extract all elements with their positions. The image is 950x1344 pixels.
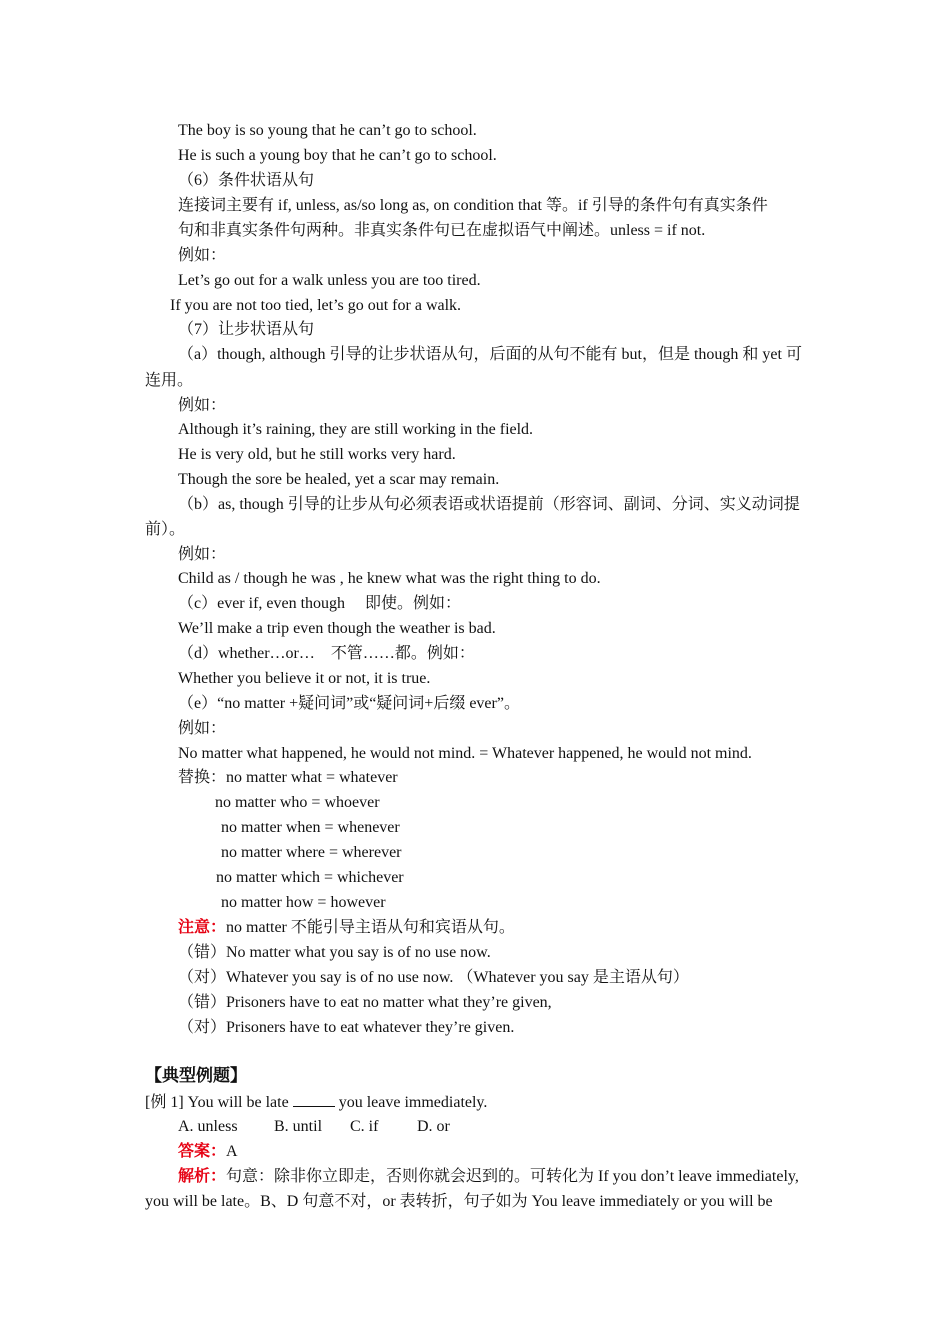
example-sentence: Whether you believe it or not, it is true.: [178, 670, 431, 687]
example-label: 例如：: [178, 720, 227, 737]
replacement-line: no matter when = whenever: [221, 819, 400, 836]
text-line: （a）though, although 引导的让步状语从句，后面的从句不能有 but，但是 though 和 yet 可: [178, 346, 802, 363]
wrong-example: （错）No matter what you say is of no use now.: [178, 944, 491, 961]
answer-blank: [293, 1092, 335, 1107]
example-sentence: Child as / though he was , he knew what was the right thing to do.: [178, 570, 601, 587]
question-text-after: you leave immediately.: [338, 1094, 488, 1111]
option-b: B. until: [274, 1118, 323, 1135]
option-a: A. unless: [178, 1118, 238, 1135]
example-sentence: If you are not too tied, let’s go out for a walk.: [170, 297, 462, 314]
analysis-label: 解析：: [178, 1168, 227, 1185]
analysis-continuation: you will be late。B、D 句意不对，or 表转折，句子如为 You leave immediately or you will be: [145, 1193, 773, 1210]
replacement-line: no matter where = wherever: [221, 844, 402, 861]
wrong-example: （错）Prisoners have to eat no matter what they’re given,: [178, 994, 552, 1011]
example-label: 例如：: [178, 247, 227, 264]
replacement-line: no matter who = whoever: [215, 794, 380, 811]
analysis-line: [178, 1167, 799, 1187]
example-sentence: Let’s go out for a walk unless you are too tired.: [178, 272, 481, 289]
note-line: [178, 918, 515, 938]
answer-line: [178, 1142, 238, 1162]
text-line: He is such a young boy that he can’t go to school.: [178, 147, 497, 164]
replacement-line: 替换：no matter what = whatever: [178, 769, 398, 786]
example-sentence: We’ll make a trip even though the weather is bad.: [178, 620, 496, 637]
text-line: 前）。: [145, 521, 186, 538]
note-text: no matter 不能引导主语从句和宾语从句。: [226, 919, 515, 936]
text-line: （c）ever if, even though 即使。例如：: [178, 595, 462, 612]
example-question: [145, 1092, 487, 1113]
example-sentence: Although it’s raining, they are still working in the field.: [178, 421, 534, 438]
section-heading-conditional: （6）条件状语从句: [178, 172, 315, 189]
option-c: C. if: [350, 1118, 379, 1135]
replacement-line: no matter how = however: [221, 894, 386, 911]
note-label: 注意：: [178, 919, 227, 936]
typical-examples-heading: 【典型例题】: [145, 1066, 247, 1086]
answer-label: 答案：: [178, 1143, 227, 1160]
example-label: 例如：: [178, 546, 227, 563]
text-line: （b）as, though 引导的让步从句必须表语或状语提前（形容词、副词、分词、实义动词提: [178, 496, 800, 513]
example-label: 例如：: [178, 397, 227, 414]
section-heading-concession: （7）让步状语从句: [178, 321, 315, 338]
example-sentence: Though the sore be healed, yet a scar may remain.: [178, 471, 500, 488]
text-line: 连用。: [145, 372, 194, 389]
text-line: The boy is so young that he can’t go to school.: [178, 122, 477, 139]
text-line: （e）“no matter +疑问词”或“疑问词+后缀 ever”。: [178, 695, 520, 712]
example-sentence: No matter what happened, he would not mind. = Whatever happened, he would not mind.: [178, 745, 752, 762]
analysis-text: 句意：除非你立即走，否则你就会迟到的。可转化为 If you don’t leave immediately,: [226, 1168, 799, 1185]
text-line: 连接词主要有 if, unless, as/so long as, on condition that 等。if 引导的条件句有真实条件: [178, 197, 768, 214]
answer-value: A: [226, 1143, 238, 1160]
question-text-before: [例 1] You will be late: [145, 1094, 289, 1111]
correct-example: （对）Prisoners have to eat whatever they’re given.: [178, 1019, 515, 1036]
text-line: （d）whether…or… 不管……都。例如：: [178, 645, 475, 662]
replacement-line: no matter which = whichever: [216, 869, 404, 886]
text-line: 句和非真实条件句两种。非真实条件句已在虚拟语气中阐述。unless = if not.: [178, 222, 706, 239]
option-d: D. or: [417, 1118, 450, 1135]
correct-example: （对）Whatever you say is of no use now. （Whatever you say 是主语从句）: [178, 969, 689, 986]
example-sentence: He is very old, but he still works very hard.: [178, 446, 456, 463]
